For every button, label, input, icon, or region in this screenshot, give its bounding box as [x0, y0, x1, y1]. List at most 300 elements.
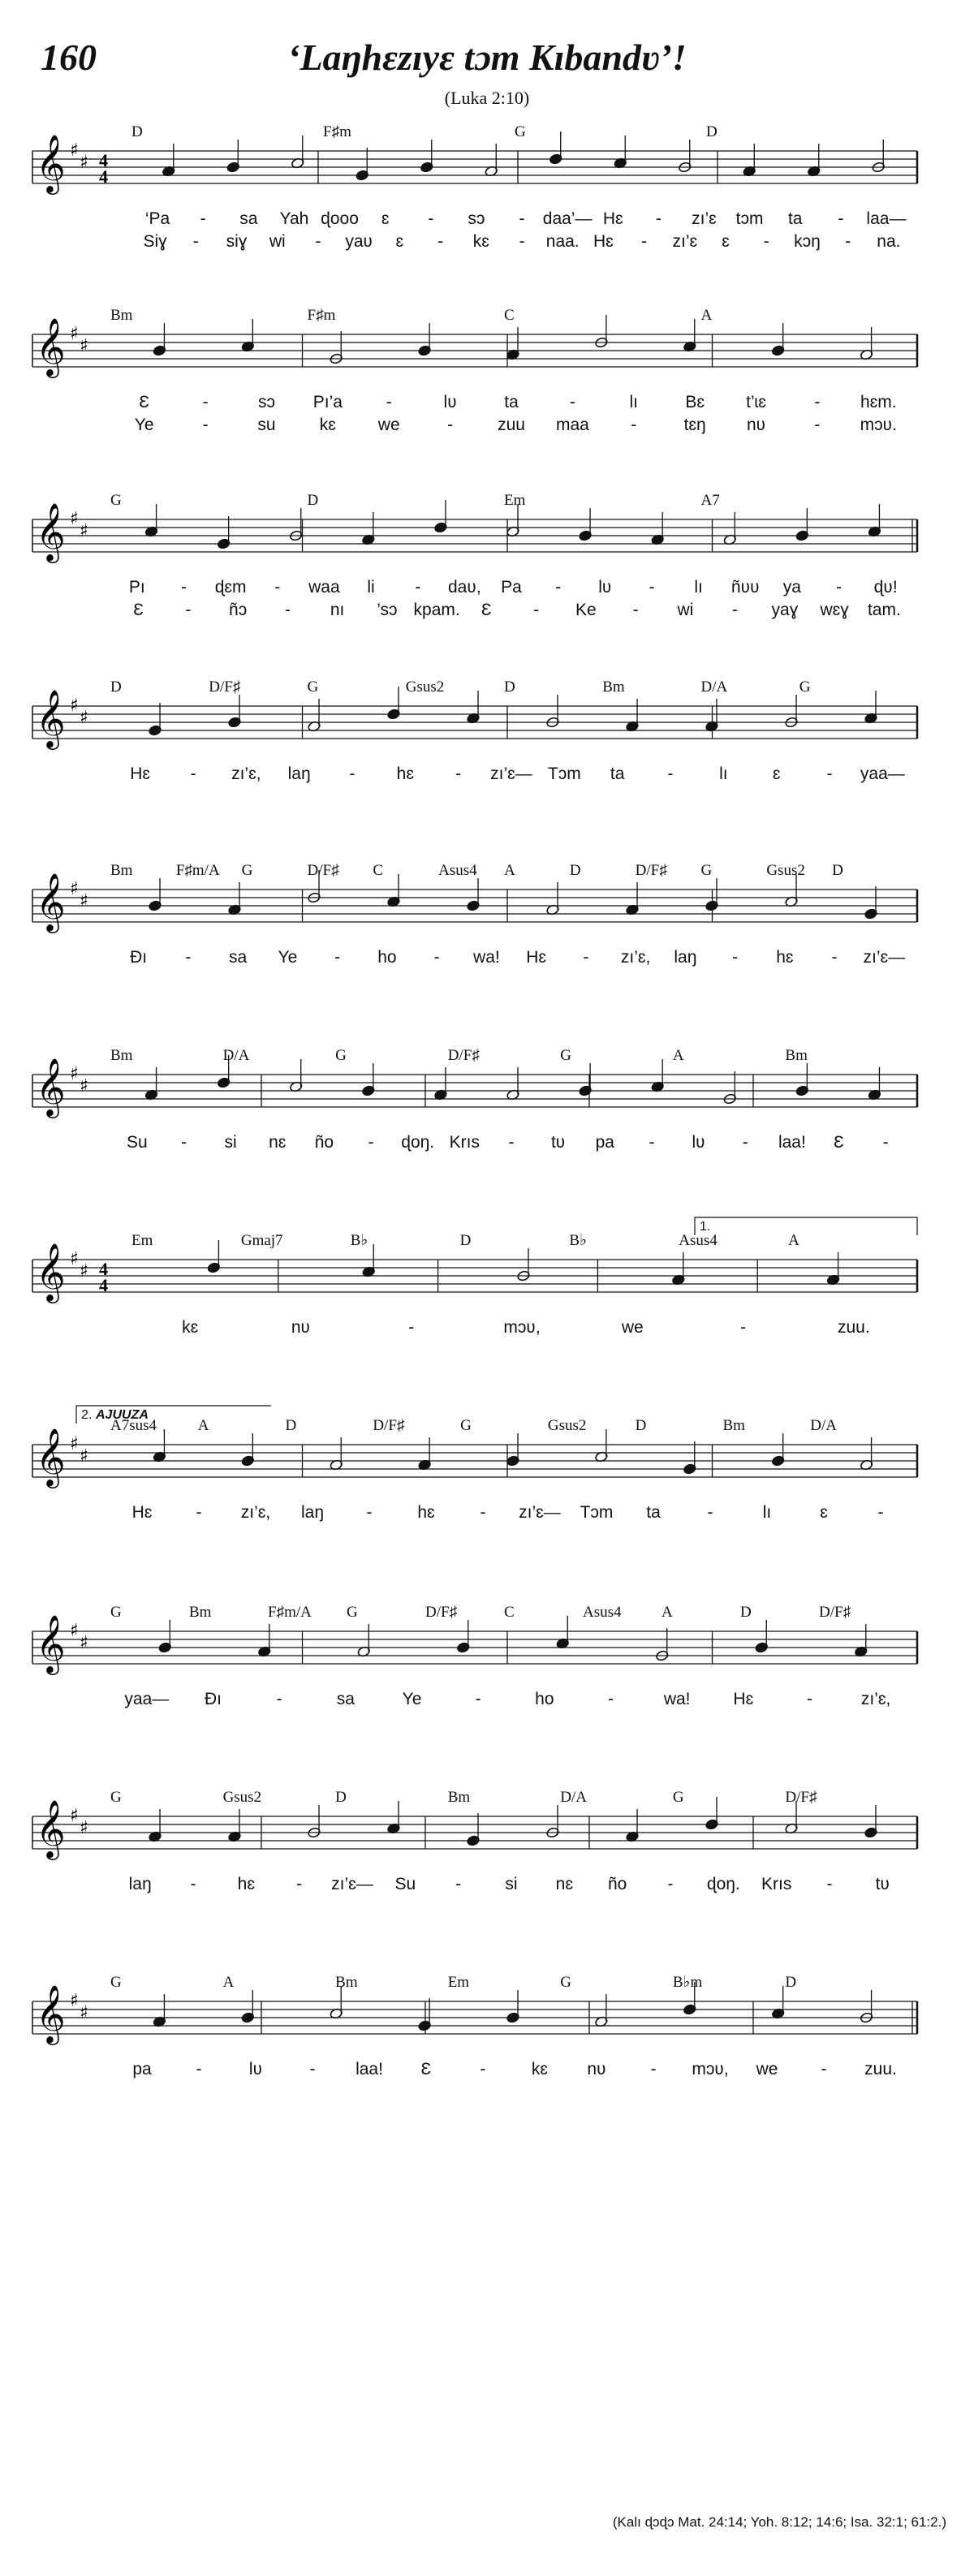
lyric-syllable: - — [202, 416, 209, 434]
treble-clef: 𝄞 — [36, 872, 66, 931]
lyric-syllable: zı’ɛ— — [519, 1503, 561, 1522]
lyric-syllable: - — [437, 232, 444, 251]
chord-symbol: D/F♯ — [209, 678, 241, 696]
cross-reference-footnote: (Kalı ɖɔɖɔ Mat. 24:14; Yoh. 8:12; 14:6; Isa. 32:1; 61:2.) — [612, 2514, 946, 2530]
lyric-syllable: zuu. — [838, 1318, 870, 1337]
lyric-syllable: Ɛ — [481, 601, 492, 619]
chord-symbol: D — [307, 492, 319, 509]
chord-symbol: A7sus4 — [110, 1417, 157, 1434]
lyric-syllable: - — [655, 209, 662, 228]
lyric-syllable: - — [447, 416, 454, 434]
lyric-syllable: - — [334, 948, 341, 967]
lyric-syllable: ɛ — [722, 232, 730, 251]
chord-symbol: G — [672, 1789, 684, 1806]
lyric-syllable: ño — [314, 1133, 334, 1152]
lyric-syllable: Ɛ — [420, 2060, 432, 2078]
lyric-syllable: hɛ — [396, 765, 414, 783]
treble-clef: 𝄞 — [36, 688, 66, 747]
chord-symbol: D/F♯ — [307, 862, 339, 879]
chord-symbol: B♭ — [350, 1232, 368, 1249]
treble-clef: 𝄞 — [36, 502, 66, 561]
lyric-syllable: Hɛ — [130, 765, 151, 783]
chord-symbol: Em — [504, 492, 526, 509]
chord-symbol: A — [197, 1417, 209, 1434]
lyric-syllable: Ɛ — [139, 393, 150, 411]
lyric-syllable: laa— — [866, 209, 907, 228]
sharp-f: ♯ — [70, 696, 79, 716]
lyric-syllable: ho — [377, 948, 397, 967]
lyric-syllable: - — [200, 209, 206, 228]
treble-clef: 𝄞 — [36, 317, 66, 376]
lyric-syllable: ɖooo — [321, 209, 359, 228]
lyric-syllable: - — [814, 416, 821, 434]
lyric-syllable: zı’ɛ, — [240, 1503, 271, 1522]
lyric-syllable: ñɔ — [229, 601, 248, 619]
chord-symbol: A — [222, 1974, 235, 1991]
lyric-syllable: - — [740, 1318, 747, 1337]
lyric-syllable: zı’ɛ— — [331, 1875, 373, 1893]
lyric-syllable: - — [569, 393, 575, 411]
lyric-syllable: - — [533, 601, 540, 619]
lyric-syllable: - — [192, 232, 199, 251]
lyric-syllable: zı’ɛ— — [863, 948, 906, 967]
lyric-syllable: lı — [719, 765, 728, 783]
chord-symbol: D — [110, 678, 122, 696]
lyric-syllable: wɛɣ — [820, 601, 849, 619]
lyric-syllable: - — [480, 1503, 486, 1522]
volta-number: 1. — [700, 1220, 711, 1234]
lyric-syllable: hɛ — [417, 1503, 435, 1522]
sharp-f: ♯ — [70, 509, 79, 529]
staff-system — [32, 1604, 917, 1708]
sharp-f: ♯ — [70, 324, 79, 344]
chord-symbol: D/F♯ — [819, 1604, 851, 1621]
lyric-syllable: - — [180, 1133, 187, 1152]
lyric-syllable: ɛ — [395, 232, 404, 251]
lyric-syllable: we — [621, 1318, 644, 1337]
chord-symbol: D/F♯ — [373, 1417, 405, 1434]
chord-symbol: Bm — [335, 1974, 358, 1991]
lyric-syllable: sa — [336, 1690, 355, 1708]
lyric-syllable: zı’ɛ, — [860, 1690, 891, 1708]
lyric-syllable: zı’ɛ— — [490, 765, 532, 783]
lyric-syllable: - — [309, 2060, 316, 2078]
lyric-syllable: zı’ɛ — [672, 232, 698, 251]
lyric-syllable: Krıs — [761, 1875, 792, 1893]
lyric-syllable: - — [882, 1133, 889, 1152]
chord-symbol: Gsus2 — [547, 1417, 587, 1434]
lyric-syllable: su — [257, 416, 276, 434]
staff-system — [32, 1789, 917, 1893]
hymn-number: 160 — [41, 37, 97, 78]
lyric-syllable: mɔʋ. — [860, 416, 897, 434]
sharp-f: ♯ — [70, 1434, 79, 1454]
lyric-syllable: yaa— — [124, 1690, 170, 1708]
lyric-syllable: laa! — [778, 1133, 806, 1152]
chord-symbol: Asus4 — [438, 862, 477, 879]
chord-symbol: G — [335, 1047, 347, 1064]
lyric-syllable: - — [185, 948, 192, 967]
lyric-syllable: ɖʋ! — [873, 578, 898, 597]
chord-symbol: G — [110, 1974, 122, 1991]
lyric-syllable: nʋ — [746, 416, 766, 434]
lyric-syllable: kpam. — [413, 601, 460, 619]
lyric-syllable: lı — [629, 393, 639, 411]
chord-symbol: G — [307, 678, 319, 696]
lyric-syllable: Ɖı — [130, 948, 148, 967]
chord-symbol: D/F♯ — [635, 862, 667, 879]
lyric-syllable: nʋ — [291, 1318, 311, 1337]
lyric-syllable: - — [763, 232, 769, 251]
lyric-syllable: - — [667, 1875, 674, 1893]
chord-symbol: D/A — [810, 1417, 837, 1434]
chord-symbol: D/F♯ — [447, 1047, 480, 1064]
chord-symbol: C — [504, 1604, 515, 1621]
lyric-syllable: we — [377, 416, 400, 434]
lyric-syllable: kɛ — [319, 416, 336, 434]
lyric-syllable: laŋ — [300, 1503, 325, 1522]
lyric-syllable: Ɛ — [133, 601, 144, 619]
lyric-syllable: Ye — [402, 1690, 422, 1708]
lyric-syllable: - — [826, 1875, 833, 1893]
chord-symbol: G — [799, 678, 811, 696]
lyric-syllable: Pı — [128, 578, 145, 597]
lyric-syllable: daa’— — [542, 209, 593, 228]
lyric-syllable: t’ɩɛ — [746, 393, 766, 411]
chord-symbol: G — [110, 1789, 122, 1806]
chord-symbol: D/F♯ — [425, 1604, 458, 1621]
staff-system — [32, 1047, 917, 1152]
chord-symbol: G — [460, 1417, 472, 1434]
lyric-syllable: - — [826, 765, 833, 783]
chord-symbol: F♯m — [307, 307, 336, 324]
lyric-syllable: - — [608, 1690, 614, 1708]
lyric-syllable: mɔʋ, — [692, 2060, 729, 2078]
lyric-syllable: zuu. — [864, 2060, 897, 2078]
lyric-syllable: Ye — [134, 416, 154, 434]
lyric-syllable: wa! — [473, 948, 500, 967]
lyric-syllable: Pa — [501, 578, 522, 597]
lyric-syllable: Siɣ — [143, 232, 167, 251]
lyric-syllable: yaɣ — [771, 601, 799, 619]
lyric-syllable: - — [315, 232, 321, 251]
treble-clef: 𝄞 — [36, 1242, 66, 1301]
treble-clef: 𝄞 — [36, 1427, 66, 1486]
chord-symbol: Bm — [110, 862, 133, 879]
lyric-syllable: ɖoŋ. — [706, 1875, 740, 1893]
lyric-syllable: - — [202, 393, 209, 411]
lyric-syllable: wa! — [663, 1690, 691, 1708]
chord-symbol: Asus4 — [583, 1604, 622, 1621]
chord-symbol: D — [635, 1417, 647, 1434]
lyric-syllable: - — [707, 1503, 713, 1522]
chord-symbol: C — [373, 862, 384, 879]
lyric-syllable: ñʋʋ — [730, 578, 760, 597]
sharp-c: ♯ — [80, 153, 88, 173]
sharp-c: ♯ — [80, 1076, 88, 1096]
chord-symbol: C — [504, 307, 515, 324]
lyric-syllable: - — [455, 1875, 462, 1893]
lyric-syllable: naa. — [545, 232, 580, 251]
lyric-syllable: zı’ɛ, — [620, 948, 651, 967]
chord-symbol: G — [241, 862, 253, 879]
lyric-syllable: Su — [126, 1133, 148, 1152]
lyric-syllable: Ɖı — [205, 1690, 222, 1708]
chord-symbol: D/A — [700, 678, 728, 696]
lyric-syllable: - — [349, 765, 356, 783]
lyric-syllable: - — [519, 209, 525, 228]
chord-symbol: Bm — [602, 678, 625, 696]
lyric-syllable: - — [649, 1133, 655, 1152]
lyric-syllable: - — [732, 601, 739, 619]
lyric-syllable: ɛ — [772, 765, 781, 783]
sharp-c: ♯ — [80, 2003, 88, 2023]
sharp-c: ♯ — [80, 1818, 88, 1838]
lyric-syllable: - — [274, 578, 281, 597]
lyric-syllable: nɛ — [269, 1133, 287, 1152]
chord-symbol: B♭ — [569, 1232, 588, 1249]
chord-symbol: D — [459, 1232, 472, 1249]
lyric-syllable: wi — [269, 232, 286, 251]
chord-symbol: A — [504, 862, 515, 879]
sharp-c: ♯ — [80, 521, 88, 541]
lyric-syllable: - — [650, 2060, 657, 2078]
lyric-syllable: tʋ — [875, 1875, 890, 1893]
lyric-syllable: - — [366, 1503, 373, 1522]
chord-symbol: Bm — [110, 307, 133, 324]
treble-clef: 𝄞 — [36, 1057, 66, 1116]
lyric-syllable: ɛ — [820, 1503, 828, 1522]
lyric-syllable: - — [415, 578, 421, 597]
lyric-syllable: Yah — [279, 209, 309, 228]
staff-system — [32, 678, 917, 783]
scripture-reference: (Luka 2:10) — [444, 88, 530, 108]
chord-symbol: Asus4 — [679, 1232, 718, 1249]
staff-system — [32, 492, 917, 619]
lyric-syllable: Ke — [575, 601, 597, 619]
lyric-syllable: kɛ — [472, 232, 489, 251]
lyric-syllable: - — [428, 209, 434, 228]
lyric-syllable: zuu — [498, 416, 525, 434]
chord-symbol: A — [788, 1232, 799, 1249]
lyric-syllable: ’sɔ — [377, 601, 398, 619]
lyric-syllable: - — [845, 232, 851, 251]
lyric-syllable: mɔʋ, — [503, 1318, 541, 1337]
lyric-syllable: - — [408, 1318, 415, 1337]
chord-symbol: D/F♯ — [785, 1789, 817, 1806]
chord-symbol: Gsus2 — [766, 862, 805, 879]
lyric-syllable: pa — [595, 1133, 614, 1152]
lyric-syllable: ta — [610, 765, 625, 783]
lyric-syllable: Krıs — [449, 1133, 481, 1152]
chord-symbol: D/A — [560, 1789, 588, 1806]
chord-symbol: D — [569, 862, 581, 879]
lyric-syllable: laa! — [356, 2060, 383, 2078]
lyric-syllable: lʋ — [443, 393, 457, 411]
lyric-syllable: ta — [646, 1503, 661, 1522]
lyric-syllable: - — [284, 601, 291, 619]
chord-symbol: D — [740, 1604, 752, 1621]
chord-symbol: Gmaj7 — [240, 1232, 283, 1249]
lyric-syllable: - — [632, 601, 639, 619]
lyric-syllable: - — [555, 578, 562, 597]
lyric-syllable: lʋ — [692, 1133, 705, 1152]
ending-label: AJUUZA — [96, 1408, 149, 1422]
staff-system — [32, 1974, 917, 2078]
chord-symbol: A7 — [700, 492, 720, 509]
chord-symbol: G — [560, 1047, 572, 1064]
chord-symbol: G — [700, 862, 713, 879]
staff-system — [32, 1406, 917, 1522]
lyric-syllable: - — [386, 393, 392, 411]
lyric-syllable: ɖoŋ. — [401, 1133, 435, 1152]
sharp-f: ♯ — [70, 1621, 79, 1641]
lyric-syllable: - — [641, 232, 648, 251]
lyric-syllable: ta — [504, 393, 519, 411]
lyric-syllable: siɣ — [226, 232, 248, 251]
lyric-syllable: si — [224, 1133, 237, 1152]
lyric-syllable: - — [821, 2060, 827, 2078]
lyric-syllable: Ye — [278, 948, 298, 967]
lyric-syllable: - — [807, 1690, 812, 1708]
lyric-syllable: Hɛ — [733, 1690, 754, 1708]
staff-system — [32, 307, 917, 434]
lyric-syllable: ɛ — [381, 209, 390, 228]
lyric-syllable: na. — [877, 232, 901, 251]
lyric-syllable: lʋ — [598, 578, 612, 597]
lyric-syllable: sa — [239, 209, 258, 228]
lyric-syllable: laŋ — [674, 948, 697, 967]
lyric-syllable: pa — [132, 2060, 152, 2078]
lyric-syllable: ho — [535, 1690, 554, 1708]
lyric-syllable: hɛm. — [860, 393, 897, 411]
volta-bracket — [695, 1217, 917, 1235]
treble-clef: 𝄞 — [36, 1798, 66, 1858]
lyric-syllable: si — [505, 1875, 518, 1893]
lyric-syllable: - — [196, 2060, 202, 2078]
lyric-syllable: yaʋ — [345, 232, 373, 251]
chord-symbol: A — [662, 1604, 673, 1621]
chord-symbol: G — [110, 492, 122, 509]
lyric-syllable: sa — [229, 948, 248, 967]
chord-symbol: D — [335, 1789, 347, 1806]
chord-symbol: D — [785, 1974, 797, 1991]
sharp-c: ♯ — [80, 1633, 88, 1653]
lyric-syllable: Tɔm — [547, 765, 581, 783]
lyric-syllable: laŋ — [128, 1875, 152, 1893]
lyric-syllable: kɛ — [182, 1318, 199, 1337]
lyric-syllable: nı — [330, 601, 345, 619]
lyric-syllable: sɔ — [257, 393, 275, 411]
chord-symbol: D — [285, 1417, 297, 1434]
lyric-syllable: ɖɛm — [214, 578, 247, 597]
lyric-syllable: - — [831, 948, 838, 967]
chord-symbol: G — [560, 1974, 572, 1991]
sharp-c: ♯ — [80, 891, 88, 911]
sharp-f: ♯ — [70, 1249, 79, 1269]
treble-clef: 𝄞 — [36, 1984, 66, 2043]
lyric-syllable: hɛ — [237, 1875, 255, 1893]
lyric-syllable: - — [742, 1133, 748, 1152]
lyric-syllable: tɔm — [735, 209, 764, 228]
lyric-syllable: hɛ — [776, 948, 794, 967]
staff-system — [32, 1217, 917, 1337]
chord-symbol: D — [832, 862, 843, 879]
lyric-syllable: - — [368, 1133, 374, 1152]
lyric-syllable: ño — [607, 1875, 627, 1893]
lyric-syllable: - — [185, 601, 192, 619]
chord-symbol: F♯m/A — [268, 1604, 312, 1621]
sharp-f: ♯ — [70, 1064, 79, 1084]
lyric-syllable: - — [433, 948, 440, 967]
chord-symbol: G — [110, 1604, 122, 1621]
lyric-syllable: laŋ — [287, 765, 311, 783]
lyric-syllable: - — [519, 232, 525, 251]
lyric-syllable: sɔ — [468, 209, 485, 228]
lyric-syllable: tʋ — [550, 1133, 566, 1152]
lyric-syllable: - — [276, 1690, 282, 1708]
lyric-syllable: daʋ, — [448, 578, 481, 597]
sharp-f: ♯ — [70, 140, 79, 161]
sharp-f: ♯ — [70, 1991, 79, 2011]
lyric-syllable: yaa— — [860, 765, 905, 783]
lyric-syllable: li — [367, 578, 375, 597]
lyric-syllable: - — [196, 1503, 202, 1522]
lyric-syllable: nʋ — [587, 2060, 606, 2078]
lyric-syllable: Hɛ — [526, 948, 547, 967]
lyric-syllable: - — [814, 393, 821, 411]
sharp-c: ♯ — [80, 1446, 88, 1467]
lyric-syllable: Bɛ — [685, 393, 705, 411]
chord-symbol: G — [347, 1604, 358, 1621]
chord-symbol: Bm — [722, 1417, 745, 1434]
chord-symbol: D — [504, 678, 515, 696]
chord-symbol: D/A — [222, 1047, 250, 1064]
lyric-syllable: - — [667, 765, 674, 783]
chord-symbol: B♭m — [672, 1974, 703, 1991]
treble-clef: 𝄞 — [36, 133, 66, 192]
lyric-syllable: waa — [308, 578, 340, 597]
sharp-c: ♯ — [80, 708, 88, 728]
lyric-syllable: - — [732, 948, 739, 967]
lyric-syllable: Ɛ — [834, 1133, 844, 1152]
lyric-syllable: - — [296, 1875, 303, 1893]
lyric-syllable: ya — [782, 578, 801, 597]
lyric-syllable: Pı’a — [312, 393, 343, 411]
chord-symbol: Em — [447, 1974, 470, 1991]
chord-symbol: Bm — [189, 1604, 212, 1621]
lyric-syllable: tɛŋ — [683, 416, 706, 434]
chord-symbol: Bm — [447, 1789, 471, 1806]
lyric-syllable: Hɛ — [131, 1503, 153, 1522]
lyric-syllable: - — [836, 578, 843, 597]
chord-symbol: Bm — [785, 1047, 808, 1064]
lyric-syllable: wi — [677, 601, 694, 619]
chord-symbol: Bm — [110, 1047, 133, 1064]
lyric-syllable: kɛ — [531, 2060, 549, 2078]
lyric-syllable: - — [838, 209, 844, 228]
chord-symbol: A — [672, 1047, 684, 1064]
lyric-syllable: - — [475, 1690, 481, 1708]
chord-symbol: A — [700, 307, 713, 324]
chord-symbol: F♯m — [323, 123, 351, 140]
lyric-syllable: Su — [394, 1875, 416, 1893]
time-sig-top: 4 — [99, 1259, 108, 1279]
chord-symbol: Gsus2 — [222, 1789, 262, 1806]
chord-symbol: D — [131, 123, 143, 140]
time-sig-bottom: 4 — [99, 166, 108, 187]
treble-clef: 𝄞 — [36, 1613, 66, 1673]
